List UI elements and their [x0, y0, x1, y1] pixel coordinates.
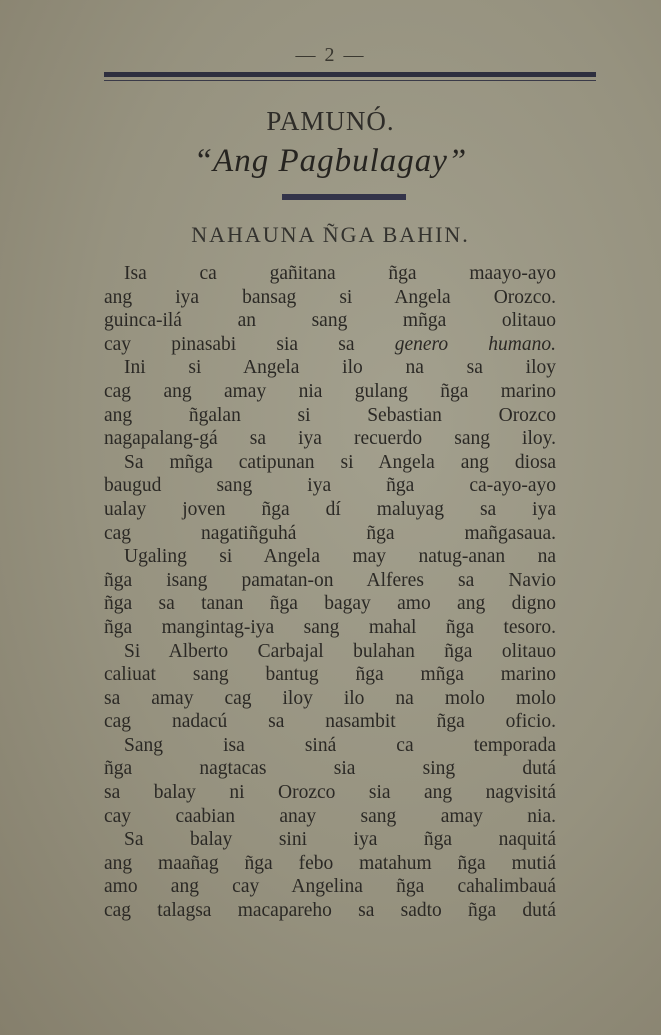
part-heading: NAHAUNA ÑGA BAHIN.	[191, 222, 470, 247]
poem-line	[104, 474, 556, 498]
poem-line-text: ang maañag ñga febo matahum ñga mutiá	[104, 852, 556, 874]
poem-line	[104, 262, 556, 286]
poem-line-text: cay caabian anay sang amay nia.	[104, 805, 556, 827]
poem-line-text: cag ang amay nia gulang ñga marino	[104, 380, 556, 402]
page-number: — 2 —	[295, 44, 366, 66]
poem-line	[104, 545, 556, 569]
poem-line	[104, 781, 556, 805]
poem-line	[104, 404, 556, 428]
poem-line-text: Sang isa siná ca temporada	[124, 734, 556, 756]
poem-line	[104, 286, 556, 310]
poem-line	[104, 663, 556, 687]
poem-line-text: Sa balay sini iya ñga naquitá	[124, 829, 556, 851]
poem-line	[104, 734, 556, 758]
poem-line-text: ñga sa tanan ñga bagay amo ang digno	[104, 593, 556, 615]
poem-line-text: guinca-ilá an sang mñga olitauo	[104, 310, 556, 332]
poem-line	[104, 616, 556, 640]
poem-line	[104, 805, 556, 829]
poem-line	[104, 309, 556, 333]
poem-line-text: Si Alberto Carbajal bulahan ñga olitauo	[124, 640, 556, 662]
poem-line	[104, 828, 556, 852]
poem-line	[104, 427, 556, 451]
poem-line-text: cag nadacú sa nasambit ñga oficio.	[104, 711, 556, 733]
poem-line-text: sa amay cag iloy ilo na molo molo	[104, 687, 556, 709]
poem-line-text: ñga isang pamatan-on Alferes sa Navio	[104, 569, 556, 591]
poem-line-text: ang ñgalan si Sebastian Orozco	[104, 404, 556, 426]
poem-line-text: Sa mñga catipunan si Angela ang diosa	[124, 451, 556, 473]
poem-line-italic: genero humano.	[394, 333, 557, 355]
poem-line-text: cag nagatiñguhá ñga mañgasaua.	[104, 522, 556, 544]
poem-line	[104, 592, 556, 616]
header-rule-thin	[104, 80, 596, 81]
poem-line-text: cay pinasabi sia sa	[104, 333, 395, 355]
poem-line	[104, 710, 556, 734]
poem-line-text: Ini si Angela ilo na sa iloy	[124, 357, 556, 379]
header-rule-thick	[104, 72, 596, 77]
ornament-divider	[282, 194, 406, 200]
poem-line-text: cag talagsa macapareho sa sadto ñga dutá	[104, 900, 556, 922]
poem-line-text: ang iya bansag si Angela Orozco.	[104, 286, 556, 308]
poem-line	[104, 640, 556, 664]
poem-line-text: nagapalang-gá sa iya recuerdo sang iloy.	[104, 428, 556, 450]
poem-line	[104, 333, 556, 357]
poem-line	[104, 569, 556, 593]
poem-line	[104, 356, 556, 380]
poem-line	[104, 875, 556, 899]
poem-line	[104, 522, 556, 546]
poem-body	[104, 262, 556, 923]
poem-line	[104, 757, 556, 781]
poem-line-text: caliuat sang bantug ñga mñga marino	[104, 664, 556, 686]
poem-line	[104, 451, 556, 475]
poem-line-text: baugud sang iya ñga ca-ayo-ayo	[104, 475, 556, 497]
section-heading: PAMUNÓ.	[266, 106, 395, 136]
poem-title: “Ang Pagbulagay”	[193, 143, 468, 179]
poem-line	[104, 380, 556, 404]
poem-line	[104, 687, 556, 711]
poem-line-text: ualay joven ñga dí maluyag sa iya	[104, 498, 556, 520]
poem-line-text: ñga mangintag-iya sang mahal ñga tesoro.	[104, 616, 556, 638]
poem-line-text: amo ang cay Angelina ñga cahalimbauá	[104, 876, 556, 898]
poem-line-text: Isa ca gañitana ñga maayo-ayo	[124, 263, 556, 284]
poem-line-text: sa balay ni Orozco sia ang nagvisitá	[104, 782, 556, 804]
poem-line-text: Ugaling si Angela may natug-anan na	[124, 546, 556, 568]
poem-line	[104, 498, 556, 522]
poem-line	[104, 899, 556, 923]
poem-line	[104, 852, 556, 876]
poem-line-text: ñga nagtacas sia sing dutá	[104, 758, 556, 780]
